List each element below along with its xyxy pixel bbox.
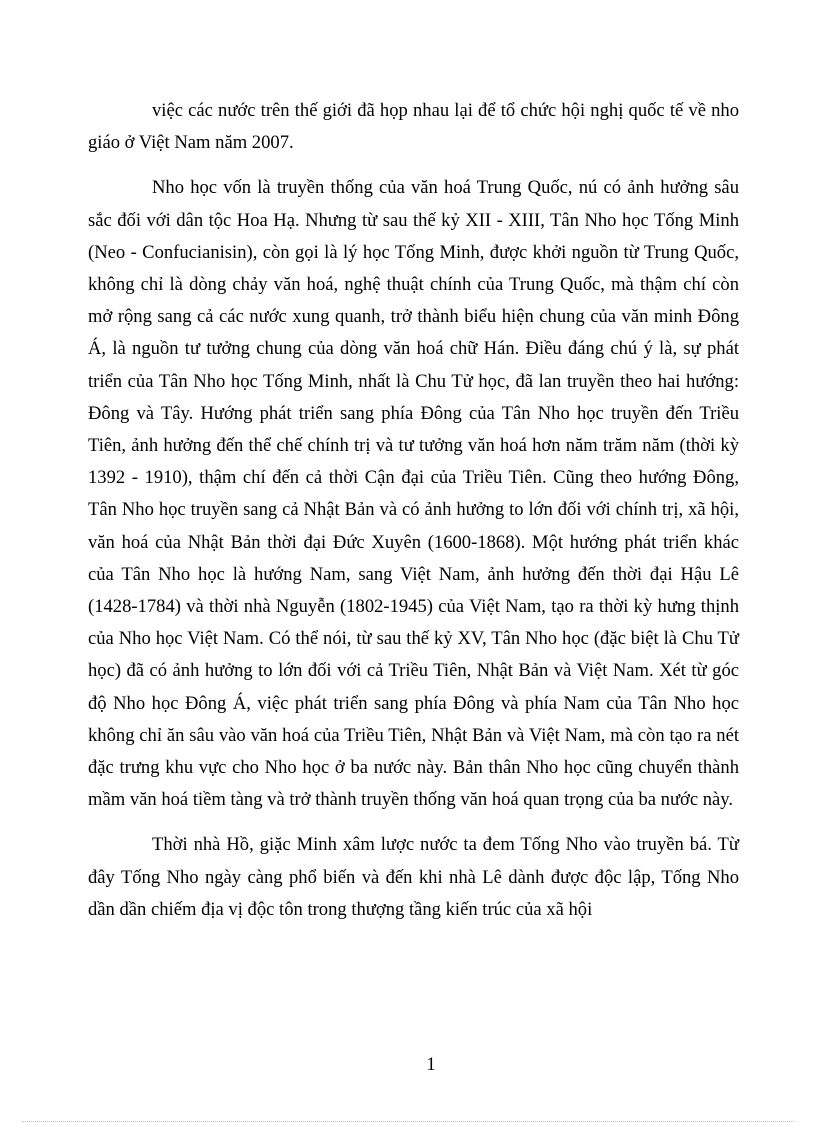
body-text (88, 95, 739, 939)
page-bottom-divider (22, 1121, 794, 1122)
paragraph-continuation: việc các nước trên thế giới đã họp nhau lại để tổ chức hội nghị quốc tế về nho giáo ở Việt Nam năm 2007. (88, 100, 739, 154)
page-number: 1 (426, 1054, 436, 1075)
paragraph-ho-dynasty: Thời nhà Hồ, giặc Minh xâm lược nước ta đem Tống Nho vào truyền bá. Từ đây Tống Nho ngày càng phổ biến và đến khi nhà Lê dành được độc lập, Tống Nho dần dần chiếm địa vị độc tôn trong thượng tầng kiến trúc của xã hội (88, 834, 739, 920)
paragraph-neo-confucianism: Nho học vốn là truyền thống của văn hoá Trung Quốc, nú có ảnh hưởng sâu sắc đối với dân tộc Hoa Hạ. Nhưng từ sau thế kỷ XII - XIII, Tân Nho học Tống Minh (Neo - Confucianisin), còn gọi là lý học Tống Minh, được khởi nguồn từ Trung Quốc, không chỉ là dòng chảy văn hoá, nghệ thuật chính của Trung Quốc, mà thậm chí còn mở rộng sang cả các nước xung quanh, trở thành biểu hiện chung của văn minh Đông Á, là nguồn tư tưởng chung của dòng văn hoá chữ Hán. Điều đáng chú ý là, sự phát triển của Tân Nho học Tống Minh, nhất là Chu Tử học, đã lan truyền theo hai hướng: Đông và Tây. Hướng phát triển sang phía Đông của Tân Nho học truyền đến Triều Tiên, ảnh hưởng đến thể chế chính trị và tư tưởng văn hoá hơn năm trăm năm (thời kỳ 1392 - 1910), thậm chí đến cả thời Cận đại của Triều Tiên. Cũng theo hướng Đông, Tân Nho học truyền sang cả Nhật Bản và có ảnh hưởng to lớn đối với chính trị, xã hội, văn hoá của Nhật Bản thời đại Đức Xuyên (1600-1868). Một hướng phát triển khác của Tân Nho học là hướng Nam, sang Việt Nam, ảnh hưởng đến thời đại Hậu Lê (1428-1784) và thời nhà Nguyễn (1802-1945) của Việt Nam, tạo ra thời kỳ hưng thịnh của Nho học Việt Nam. Có thể nói, từ sau thế kỷ XV, Tân Nho học (đặc biệt là Chu Tử học) đã có ảnh hưởng to lớn đối với cả Triều Tiên, Nhật Bản và Việt Nam. Xét từ góc độ Nho học Đông Á, việc phát triển sang phía Đông và phía Nam của Tân Nho học không chỉ ăn sâu vào văn hoá của Triều Tiên, Nhật Bản và Việt Nam, mà còn tạo ra nét đặc trưng khu vực cho Nho học ở ba nước này. Bản thân Nho học cũng chuyển thành mầm văn hoá tiềm tàng và trở thành truyền thống văn hoá quan trọng của ba nước này. (88, 177, 739, 811)
